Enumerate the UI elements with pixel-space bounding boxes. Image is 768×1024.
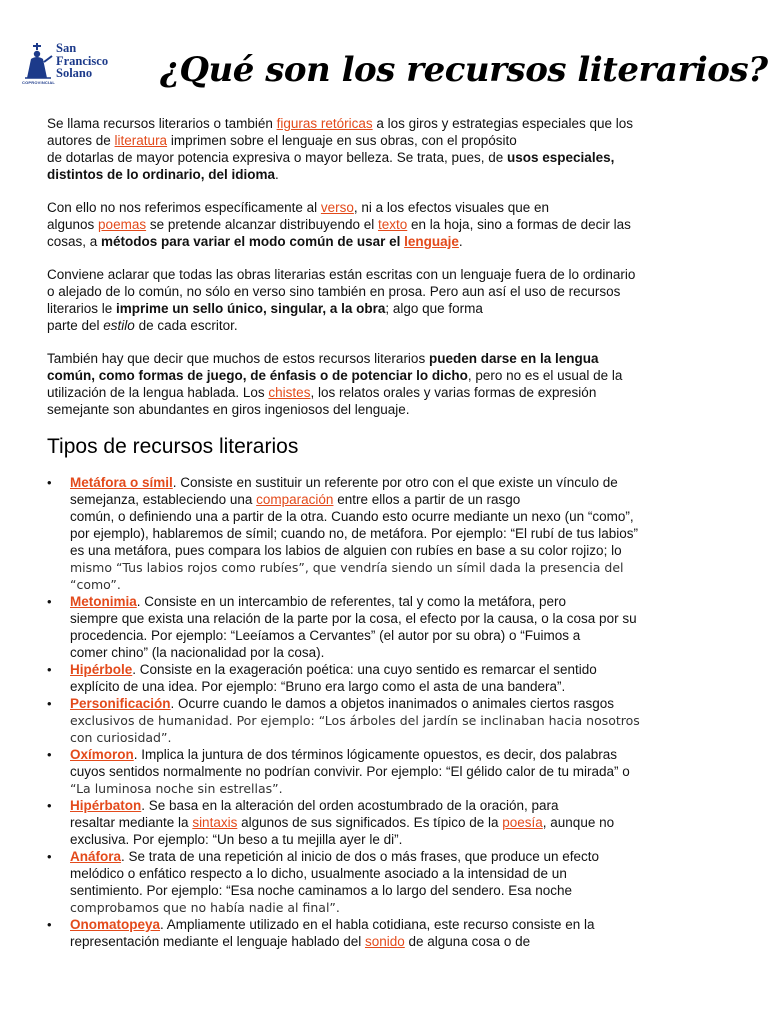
- term-link[interactable]: Hipérbaton: [70, 798, 142, 813]
- text-line: [70, 746, 727, 763]
- text-run: , los relatos orales y varias formas de expresión: [310, 385, 597, 400]
- link-poemas[interactable]: poemas: [98, 217, 147, 232]
- text-run: . Consiste en un intercambio de referentes, tal y como la metáfora, pero: [136, 594, 566, 609]
- text-line: cuyos sentidos normalmente no podrían convivir. Por ejemplo: “El gélido calor de tu mirada” o: [70, 764, 630, 779]
- text-line: exclusiva. Por ejemplo: “Un beso a tu mejilla ayer le di”.: [70, 832, 403, 847]
- italic-run: estilo: [103, 318, 135, 333]
- text-run: . Ocurre cuando le damos a objetos inanimados o animales ciertos rasgos: [170, 696, 615, 711]
- text-line: [47, 149, 727, 166]
- text-line: [70, 797, 727, 814]
- text-run: . Implica la juntura de dos términos lógicamente opuestos, es decir, dos palabras: [133, 747, 618, 762]
- text-line: [47, 166, 727, 183]
- text-run: utilización de la lengua hablada. Los: [47, 385, 269, 400]
- term-link[interactable]: Metáfora o símil: [70, 475, 173, 490]
- text-line: es una metáfora, pues compara los labios de alguien con rubíes en base a su color rojizo; lo: [70, 543, 622, 558]
- text-line: comer chino” (la nacionalidad por la cosa).: [70, 645, 325, 660]
- link-texto[interactable]: texto: [377, 217, 408, 232]
- term-link[interactable]: Personificación: [70, 696, 171, 711]
- bold-run: pueden darse en la lengua: [428, 351, 599, 366]
- text-run: . Se trata de una repetición al inicio de dos o más frases, que produce un efecto: [121, 849, 600, 864]
- logo-line: Solano: [56, 66, 93, 80]
- friar-icon: [22, 42, 56, 82]
- term-link[interactable]: Oxímoron: [70, 747, 134, 762]
- logo-line: San: [56, 41, 77, 55]
- text-run: , aunque no: [542, 815, 615, 830]
- section-heading: Tipos de recursos literarios: [47, 435, 299, 458]
- bold-run: usos especiales,: [507, 150, 615, 165]
- bold-run: métodos para variar el modo común de usar el: [101, 234, 401, 249]
- text-run: parte del: [47, 318, 104, 333]
- text-line: [70, 933, 727, 950]
- text-line: [70, 491, 727, 508]
- text-line: [47, 367, 727, 384]
- school-logo: [22, 42, 122, 88]
- text-line: melódico o enfático respecto a lo dicho, usualmente asociado a la intensidad de un: [70, 866, 567, 881]
- text-run: de dotarlas de mayor potencia expresiva o mayor belleza. Se trata, pues, de: [47, 150, 508, 165]
- text-run: algunos de sus significados. Es típico de la: [237, 815, 503, 830]
- logo-subtext: COPROVINCIAL: [22, 80, 56, 85]
- text-run: . Se basa en la alteración del orden acostumbrado de la oración, para: [141, 798, 559, 813]
- text-line: por ejemplo), hablaremos de símil; cuando no, de metáfora. Por ejemplo: “El rubí de tus labios”: [70, 526, 639, 541]
- text-line: [70, 695, 727, 712]
- example-line: comprobamos que no había nadie al final”.: [70, 900, 340, 915]
- text-line: [70, 916, 727, 933]
- example-line: mismo “Tus labios rojos como rubíes”, que vendría siendo un símil dada la presencia del: [70, 560, 624, 575]
- text-run: cosas, a: [47, 234, 102, 249]
- text-run: ; algo que forma: [385, 301, 483, 316]
- text-run: semejanza, estableciendo una: [70, 492, 257, 507]
- text-run: . Ampliamente utilizado en el habla cotidiana, este recurso consiste en la: [160, 917, 595, 932]
- text-line: [70, 814, 727, 831]
- text-run: en la hoja, sino a formas de decir las: [407, 217, 631, 232]
- text-run: Con ello no nos referimos específicamente al: [47, 200, 321, 215]
- list-item-hiperbole: [47, 661, 727, 695]
- text-run: Se llama recursos literarios o también: [47, 116, 277, 131]
- text-run: de alguna cosa o de: [404, 934, 531, 949]
- text-line: [47, 317, 727, 334]
- text-line: explícito de una idea. Por ejemplo: “Bruno era largo como el asta de una bandera”.: [70, 679, 566, 694]
- example-line: “como”.: [70, 577, 121, 592]
- text-line: [70, 474, 727, 491]
- text-line: [47, 216, 727, 233]
- text-run: . Consiste en sustituir un referente por otro con el que existe un vínculo de: [172, 475, 618, 490]
- bold-run: imprime un sello único, singular, a la obra: [116, 301, 386, 316]
- text-run: , ni a los efectos visuales que en: [353, 200, 550, 215]
- text-line: [47, 233, 727, 250]
- document-body: [47, 115, 727, 950]
- text-run: También hay que decir que muchos de estos recursos literarios: [47, 351, 429, 366]
- bold-run: distintos de lo ordinario, del idioma: [47, 167, 276, 182]
- example-line: exclusivos de humanidad. Por ejemplo: “Los árboles del jardín se inclinaban hacia nosotros: [70, 713, 640, 728]
- text-run: resaltar mediante la: [70, 815, 193, 830]
- text-line: Conviene aclarar que todas las obras literarias están escritas con un lenguaje fuera de lo ordinario: [47, 267, 636, 282]
- link-lenguaje[interactable]: lenguaje: [404, 234, 459, 249]
- text-line: [47, 300, 727, 317]
- paragraph-lengua-comun: [47, 350, 727, 418]
- link-chistes[interactable]: chistes: [268, 385, 311, 400]
- logo-wordmark: [56, 42, 108, 80]
- text-line: [70, 593, 727, 610]
- paragraph-intro: [47, 115, 727, 183]
- recursos-list: [47, 474, 727, 950]
- text-line: [47, 350, 727, 367]
- text-run: de cada escritor.: [134, 318, 238, 333]
- text-line: común, o definiendo una a partir de la otra. Cuando esto ocurre mediante un nexo (un “como”,: [70, 509, 634, 524]
- text-run: .: [458, 234, 463, 249]
- paragraph-verso: [47, 199, 727, 250]
- text-run: autores de: [47, 133, 115, 148]
- text-run: , pero no es el usual de la: [467, 368, 623, 383]
- text-line: [47, 115, 727, 132]
- text-line: siempre que exista una relación de la parte por la cosa, el efecto por la causa, o la cosa por su: [70, 611, 637, 626]
- link-sonido[interactable]: sonido: [364, 934, 405, 949]
- text-run: representación mediante el lenguaje hablado del: [70, 934, 365, 949]
- link-literatura[interactable]: literatura: [114, 133, 168, 148]
- list-item-hiperbaton: [47, 797, 727, 848]
- text-line: procedencia. Por ejemplo: “Leeíamos a Cervantes” (el autor por su obra) o “Fuimos a: [70, 628, 581, 643]
- link-comparacion[interactable]: comparación: [256, 492, 334, 507]
- list-item-onomatopeya: [47, 916, 727, 950]
- link-figuras-retoricas[interactable]: figuras retóricas: [276, 116, 373, 131]
- term-link[interactable]: Hipérbole: [70, 662, 133, 677]
- term-link[interactable]: Anáfora: [70, 849, 122, 864]
- list-item-metafora: [47, 474, 727, 593]
- list-item-metonimia: [47, 593, 727, 661]
- paragraph-obras: [47, 266, 727, 334]
- list-item-oximoron: [47, 746, 727, 797]
- text-line: [70, 661, 727, 678]
- text-run: literarios le: [47, 301, 117, 316]
- text-run: entre ellos a partir de un rasgo: [333, 492, 521, 507]
- text-run: imprimen sobre el lenguaje en sus obras, con el propósito: [167, 133, 517, 148]
- page-title: ¿Qué son los recursos literarios?: [160, 50, 768, 90]
- example-line: “La luminosa noche sin estrellas”.: [70, 781, 283, 796]
- text-run: se pretende alcanzar distribuyendo el: [146, 217, 378, 232]
- text-line: [70, 848, 727, 865]
- text-line: o alejado de lo común, no sólo en verso sino también en prosa. Pero aun así el uso de recursos: [47, 284, 621, 299]
- text-line: [47, 132, 727, 149]
- link-verso[interactable]: verso: [320, 200, 354, 215]
- term-link[interactable]: Onomatopeya: [70, 917, 161, 932]
- text-run: . Consiste en la exageración poética: una cuyo sentido es remarcar el sentido: [132, 662, 597, 677]
- text-run: algunos: [47, 217, 99, 232]
- text-run: a los giros y estrategias especiales que los: [372, 116, 634, 131]
- example-line: con curiosidad”.: [70, 730, 172, 745]
- term-link[interactable]: Metonimia: [70, 594, 137, 609]
- list-item-personificacion: [47, 695, 727, 746]
- link-poesia[interactable]: poesía: [502, 815, 543, 830]
- text-run: .: [275, 167, 279, 182]
- link-sintaxis[interactable]: sintaxis: [192, 815, 238, 830]
- bold-run: común, como formas de juego, de énfasis o de potenciar lo dicho: [47, 368, 468, 383]
- text-line: [47, 384, 727, 401]
- logo-line: Francisco: [56, 53, 109, 68]
- text-line: sentimiento. Por ejemplo: “Esa noche caminamos a lo largo del sendero. Esa noche: [70, 883, 573, 898]
- list-item-anafora: [47, 848, 727, 916]
- text-line: [47, 199, 727, 216]
- text-line: semejante son abundantes en giros ingeniosos del lenguaje.: [47, 402, 410, 417]
